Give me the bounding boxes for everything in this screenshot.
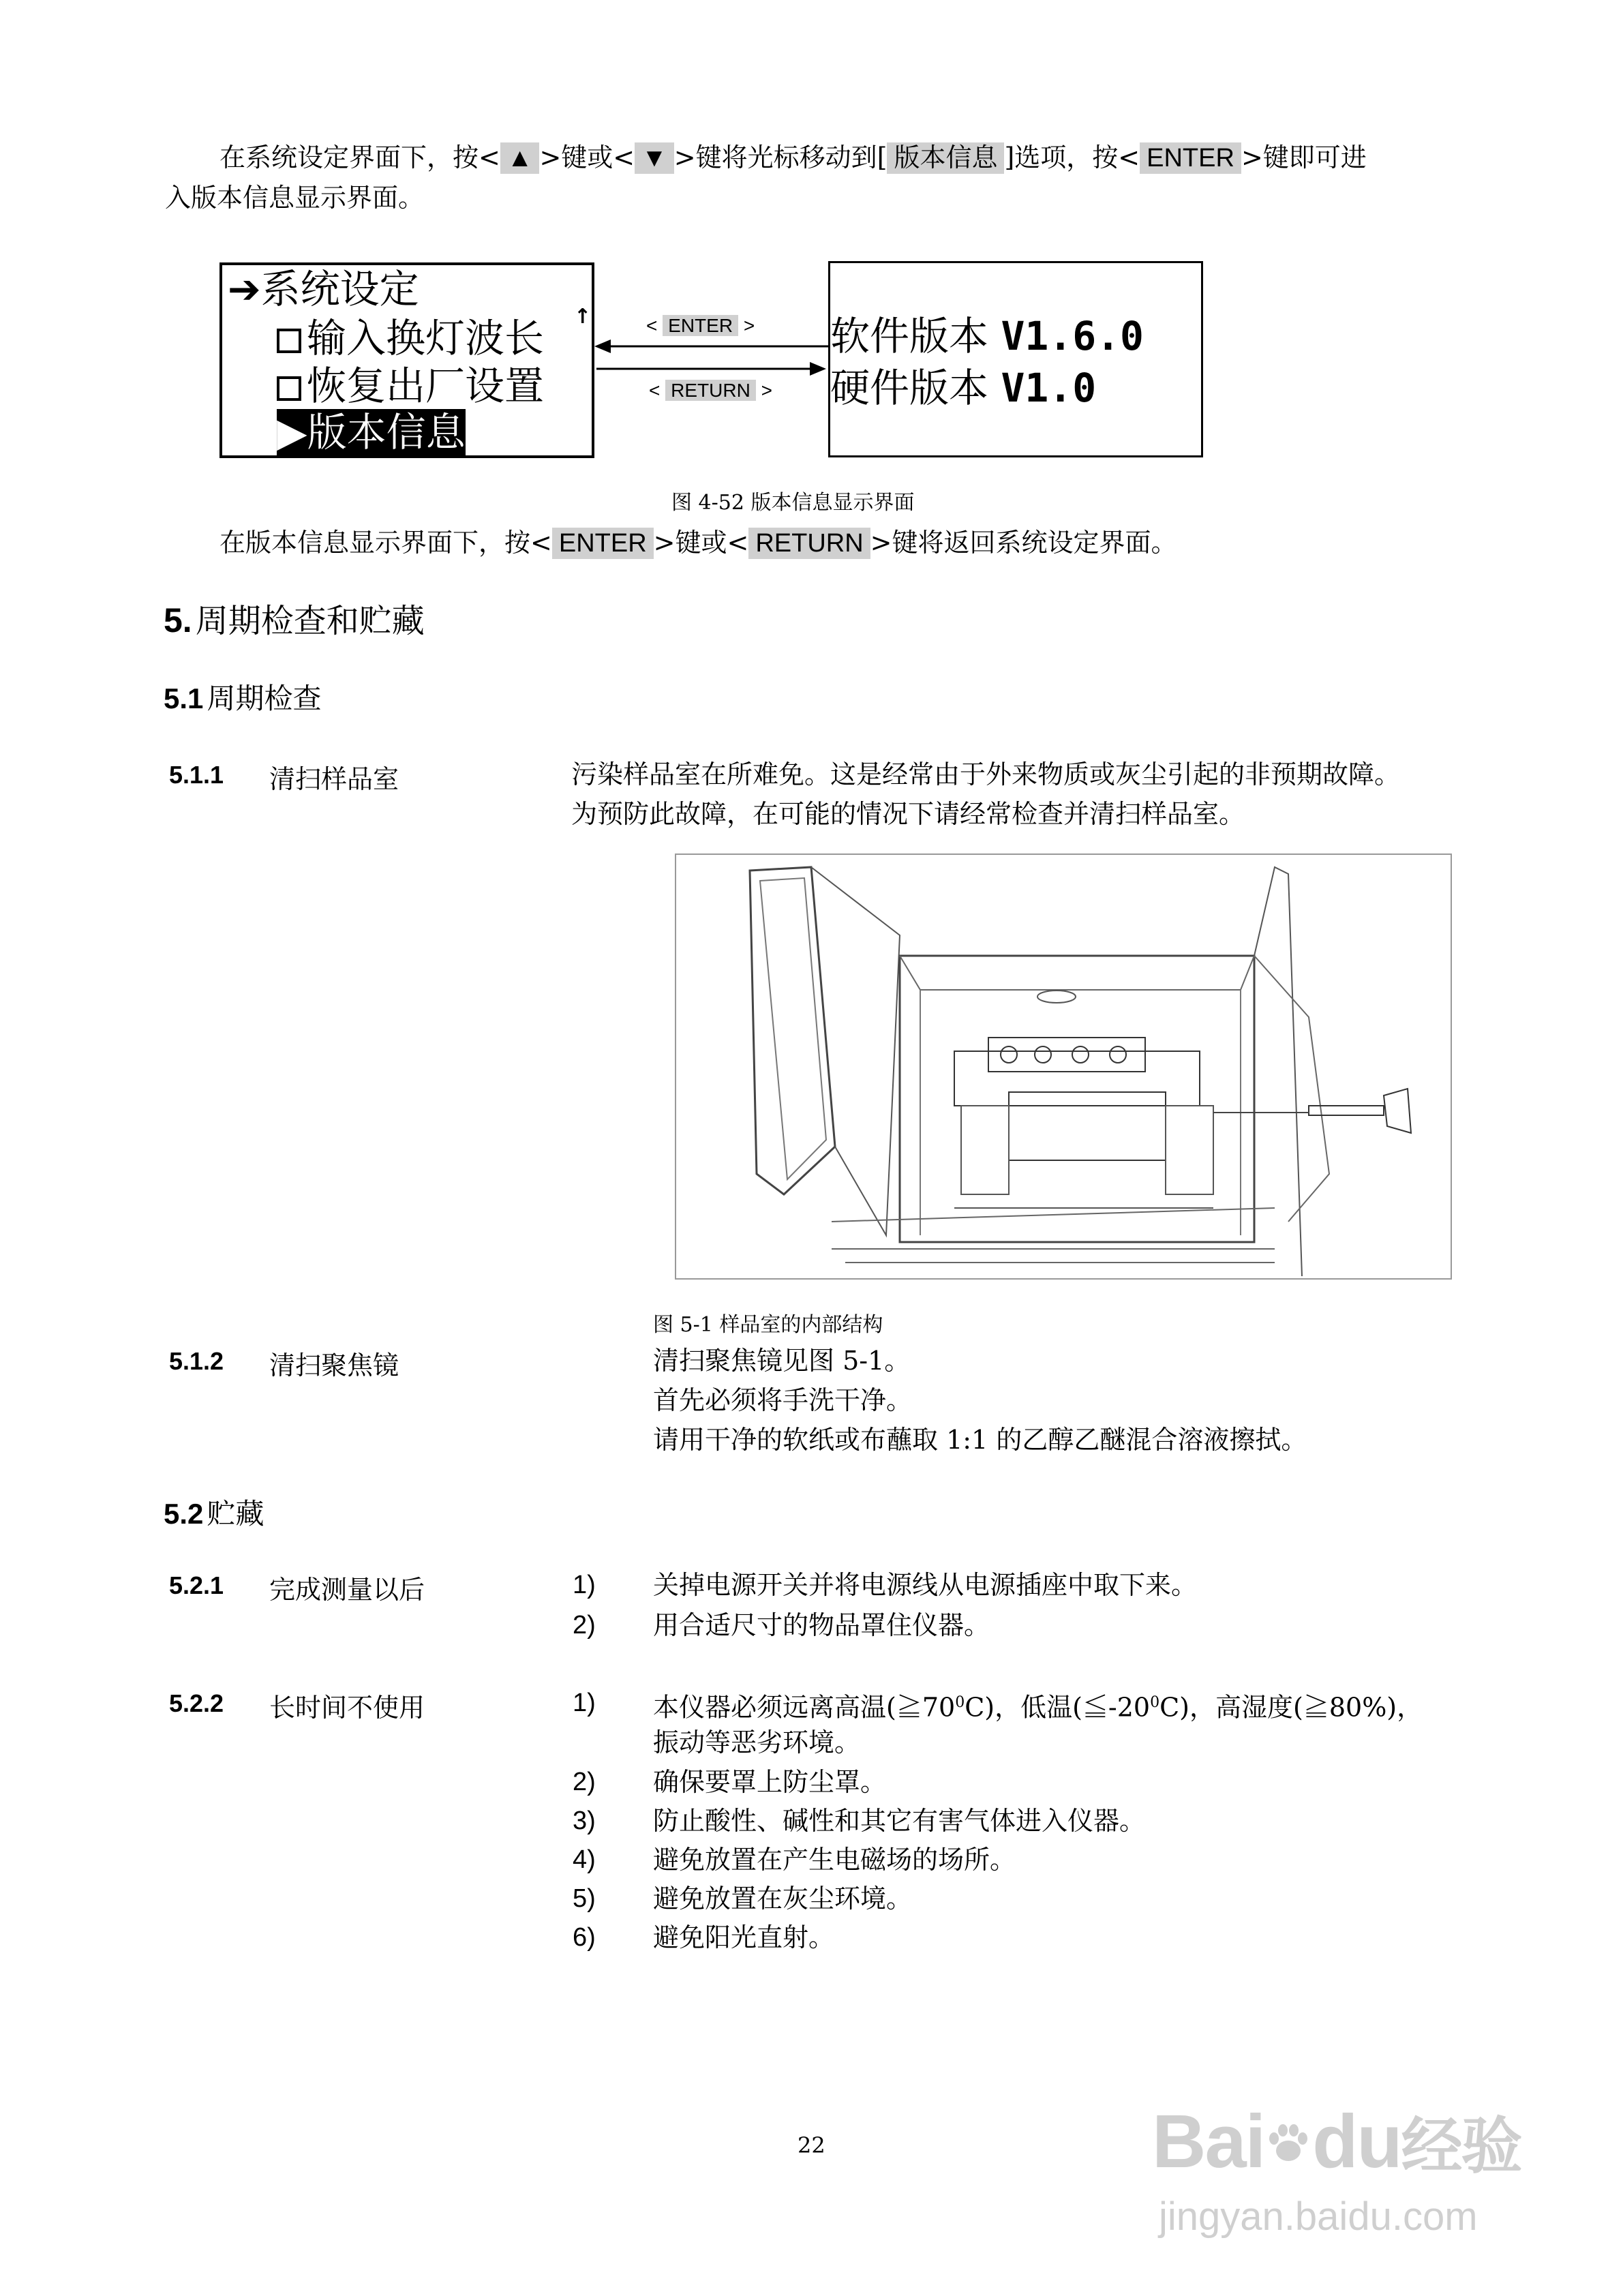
arrow-right-icon: ➔ <box>228 266 261 312</box>
list-item: 避免放置在灰尘环境。 <box>653 1884 913 1914</box>
section-5-2-1-title: 完成测量以后 <box>269 1575 425 1605</box>
section-5-1-2-line-3: 请用干净的软纸或布蘸取 1:1 的乙醇乙醚混合溶液擦拭。 <box>653 1425 1307 1455</box>
list-item-number: 2) <box>573 1611 596 1640</box>
list-item-number: 2) <box>573 1768 596 1796</box>
key-up: ▲ <box>500 142 540 174</box>
lcd-version-info <box>828 261 1203 457</box>
section-5-1-1-number: 5.1.1 <box>169 761 224 789</box>
section-5-1-1-line-2: 为预防此故障，在可能的情况下请经常检查并清扫样品室。 <box>571 799 1245 829</box>
lcd-item-factory-reset: 恢复出厂设置 <box>277 362 544 410</box>
list-item-continuation: 振动等恶劣环境。 <box>653 1727 861 1757</box>
section-5-1-2-line-2: 首先必须将手洗干净。 <box>653 1385 913 1415</box>
intro-line-1: 在系统设定界面下，按< ▲ >键或< ▼ >键将光标移动到[ 版本信息 ]选项，按< ENTER >键即可进 <box>219 142 1367 172</box>
checkbox-icon <box>277 376 301 401</box>
section-5-2-2-number: 5.2.2 <box>169 1689 224 1717</box>
lcd-system-settings <box>219 262 594 458</box>
figure-caption-5-1: 图 5-1 样品室的内部结构 <box>653 1313 883 1337</box>
list-item-number: 5) <box>573 1884 596 1913</box>
scroll-up-icon: ↑ <box>574 305 592 329</box>
list-item: 用合适尺寸的物品罩住仪器。 <box>653 1610 990 1640</box>
page-number: 22 <box>798 2132 825 2158</box>
section-5-1-2-line-1: 清扫聚焦镜见图 5-1。 <box>653 1346 911 1376</box>
section-5-1-1-title: 清扫样品室 <box>269 764 399 794</box>
paw-icon <box>1264 2098 1312 2146</box>
checkbox-icon <box>277 329 301 353</box>
figure-caption-4-52: 图 4-52 版本信息显示界面 <box>671 491 915 515</box>
section-5-heading: 5. 周期检查和贮藏 <box>164 601 425 640</box>
lcd-item-wavelength: 输入换灯波长 <box>277 314 544 362</box>
list-item: 确保要罩上防尘罩。 <box>653 1767 887 1797</box>
baidu-watermark-url: jingyan.baidu.com <box>1159 2194 1478 2239</box>
list-item: 本仪器必须远离高温$(≧70^0C)$，低温$(≦-20^0C)$，高湿度(≧80%)， <box>653 1692 1423 1723</box>
enter-arrow-label: < ENTER > <box>646 315 755 336</box>
section-5-1-1-line-1: 污染样品室在所难免。这是经常由于外来物质或灰尘引起的非预期故障。 <box>571 759 1401 789</box>
section-5-2-2-title: 长时间不使用 <box>269 1693 425 1723</box>
return-note: 在版本信息显示界面下，按< ENTER >键或< RETURN >键将返回系统设定界面。 <box>219 528 1177 558</box>
key-down: ▼ <box>635 142 674 174</box>
baidu-watermark-logo: Bai du经验 <box>1152 2100 1521 2184</box>
section-5-2-1-number: 5.2.1 <box>169 1571 224 1599</box>
list-item: 避免放置在产生电磁场的场所。 <box>653 1845 1016 1875</box>
list-item-number: 3) <box>573 1807 596 1835</box>
key-enter: ENTER <box>1140 142 1241 174</box>
play-marker-icon: ▶ <box>277 409 307 455</box>
list-item-number: 1) <box>573 1571 596 1599</box>
list-item-number: 1) <box>573 1689 596 1717</box>
lcd-title: ➔系统设定 <box>228 266 419 312</box>
section-5-2-heading: 5.2 贮藏 <box>164 1497 264 1530</box>
list-item: 关掉电源开关并将电源线从电源插座中取下来。 <box>653 1570 1198 1600</box>
sample-chamber-illustration <box>675 854 1452 1280</box>
list-item-number: 4) <box>573 1845 596 1874</box>
lcd-software-version: 软件版本 V1.6.0 <box>830 313 1144 359</box>
lcd-item-version: ▶版本信息 <box>277 409 466 455</box>
section-5-1-heading: 5.1 周期检查 <box>164 682 322 715</box>
list-item-number: 6) <box>573 1923 596 1952</box>
section-5-1-2-number: 5.1.2 <box>169 1347 224 1375</box>
intro-line-2: 入版本信息显示界面。 <box>165 183 425 213</box>
key-option: 版本信息 <box>887 142 1004 174</box>
return-arrow-label: < RETURN > <box>649 380 772 401</box>
list-item: 防止酸性、碱性和其它有害气体进入仪器。 <box>653 1806 1146 1836</box>
lcd-hardware-version: 硬件版本 V1.0 <box>830 365 1097 411</box>
section-5-1-2-title: 清扫聚焦镜 <box>269 1350 399 1380</box>
list-item: 避免阳光直射。 <box>653 1922 835 1952</box>
